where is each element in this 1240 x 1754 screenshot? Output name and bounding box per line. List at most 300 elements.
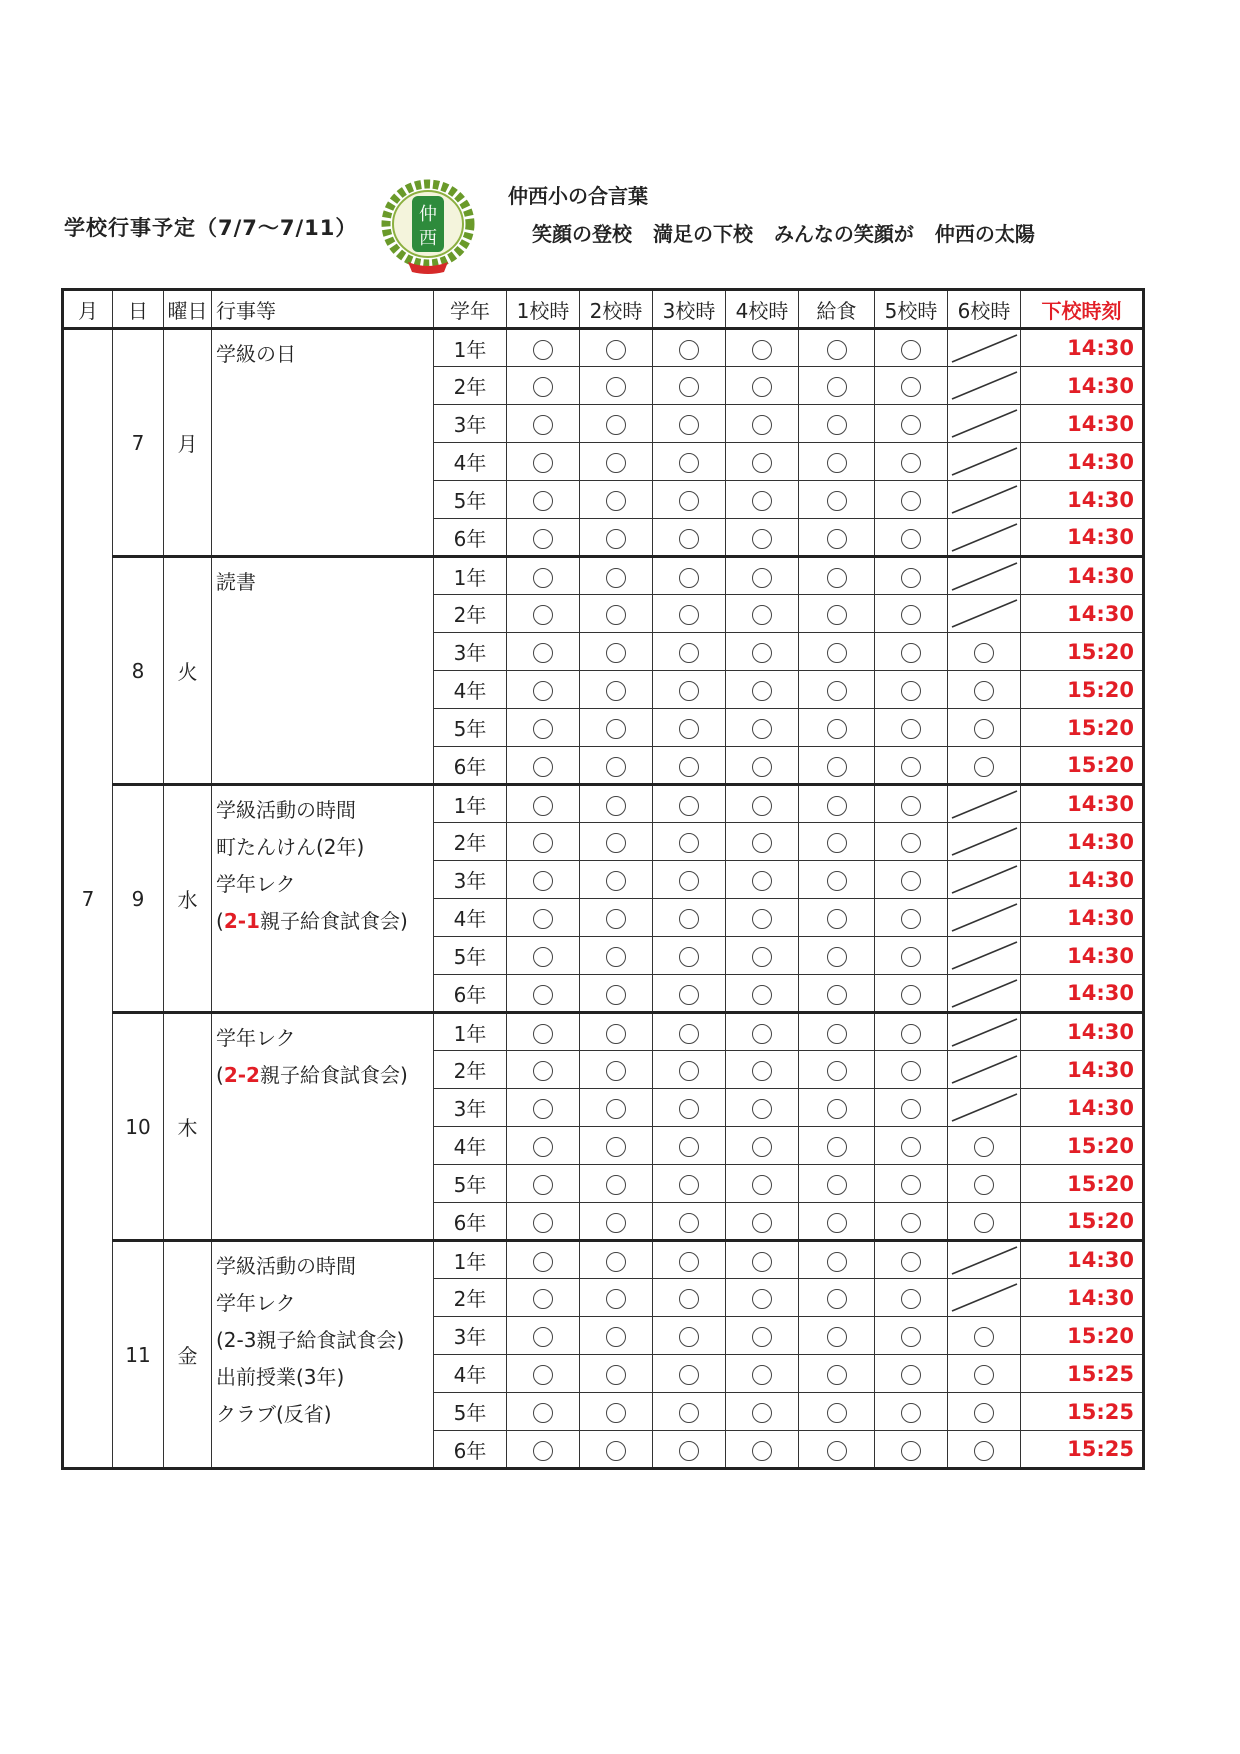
motto-phrase: 仲西の太陽 (934, 222, 1035, 246)
circle-icon (533, 757, 553, 777)
circle-icon (974, 757, 994, 777)
period-cell (726, 329, 799, 367)
circle-icon (901, 909, 921, 929)
grade-cell: 4年 (434, 1127, 507, 1165)
period-cell (875, 405, 948, 443)
period-cell (799, 1127, 875, 1165)
period-cell (875, 1279, 948, 1317)
period-cell (653, 937, 726, 975)
circle-icon (533, 1441, 553, 1461)
event-line (216, 1322, 429, 1359)
circle-icon (901, 719, 921, 739)
period-cell (580, 1431, 653, 1469)
circle-icon (974, 1441, 994, 1461)
circle-icon (533, 1024, 553, 1044)
period-cell (726, 937, 799, 975)
circle-icon (606, 415, 626, 435)
period-cell (580, 405, 653, 443)
grade-cell: 5年 (434, 1165, 507, 1203)
grade-cell: 1年 (434, 557, 507, 595)
event-line (216, 336, 429, 373)
circle-icon (533, 1365, 553, 1385)
schedule-table (61, 288, 1145, 1470)
day-cell: 11 (113, 1241, 164, 1469)
circle-icon (606, 643, 626, 663)
event-text: 学年レク (216, 872, 296, 896)
period-cell (653, 671, 726, 709)
period-cell (799, 1355, 875, 1393)
period-cell (653, 1317, 726, 1355)
circle-icon (606, 377, 626, 397)
period-cell (726, 595, 799, 633)
col-period-4: 4校時 (726, 290, 799, 329)
period-cell (507, 367, 580, 405)
slash-icon (948, 1090, 1021, 1125)
period-cell (507, 937, 580, 975)
circle-icon (533, 947, 553, 967)
circle-icon (752, 1441, 772, 1461)
period-6-cell (948, 443, 1021, 481)
period-cell (726, 861, 799, 899)
circle-icon (974, 1403, 994, 1423)
period-cell (580, 937, 653, 975)
period-cell (580, 443, 653, 481)
period-cell (653, 1393, 726, 1431)
grade-cell: 3年 (434, 633, 507, 671)
period-cell (653, 747, 726, 785)
period-6-cell (948, 1431, 1021, 1469)
circle-icon (679, 1024, 699, 1044)
circle-icon (752, 1327, 772, 1347)
period-cell (653, 329, 726, 367)
period-cell (507, 1013, 580, 1051)
circle-icon (974, 643, 994, 663)
period-cell (726, 1279, 799, 1317)
period-cell (507, 671, 580, 709)
period-cell (875, 861, 948, 899)
event-text: 2-1 (223, 909, 260, 933)
circle-icon (901, 1327, 921, 1347)
circle-icon (901, 1175, 921, 1195)
period-cell (726, 367, 799, 405)
period-cell (799, 823, 875, 861)
circle-icon (533, 833, 553, 853)
circle-icon (974, 1175, 994, 1195)
header-row (63, 290, 1144, 329)
circle-icon (679, 1365, 699, 1385)
weekday-cell: 月 (164, 329, 212, 557)
dismissal-time: 15:20 (1021, 671, 1144, 709)
period-cell (799, 899, 875, 937)
circle-icon (827, 833, 847, 853)
period-cell (799, 1089, 875, 1127)
period-cell (799, 1013, 875, 1051)
grade-cell: 6年 (434, 975, 507, 1013)
circle-icon (679, 1213, 699, 1233)
table-row (63, 329, 1144, 367)
period-cell (726, 1013, 799, 1051)
circle-icon (533, 909, 553, 929)
period-cell (799, 861, 875, 899)
period-cell (799, 367, 875, 405)
period-cell (653, 1279, 726, 1317)
event-line (216, 1020, 429, 1057)
circle-icon (533, 1137, 553, 1157)
slash-icon (948, 1015, 1021, 1050)
circle-icon (901, 568, 921, 588)
period-6-cell (948, 519, 1021, 557)
dismissal-time: 15:20 (1021, 1317, 1144, 1355)
circle-icon (974, 719, 994, 739)
col-weekday: 曜日 (164, 290, 212, 329)
grade-cell: 5年 (434, 1393, 507, 1431)
period-6-cell (948, 367, 1021, 405)
circle-icon (901, 377, 921, 397)
circle-icon (827, 757, 847, 777)
slash-icon (948, 331, 1021, 366)
circle-icon (901, 1099, 921, 1119)
circle-icon (679, 796, 699, 816)
circle-icon (752, 1024, 772, 1044)
slash-icon (948, 1052, 1021, 1087)
event-text: 学年レク (216, 1026, 296, 1050)
period-cell (726, 1203, 799, 1241)
circle-icon (752, 605, 772, 625)
period-6-cell (948, 861, 1021, 899)
dismissal-time: 14:30 (1021, 1013, 1144, 1051)
period-cell (653, 595, 726, 633)
slash-icon (948, 900, 1021, 935)
circle-icon (533, 415, 553, 435)
dismissal-time: 14:30 (1021, 519, 1144, 557)
grade-cell: 1年 (434, 785, 507, 823)
grade-cell: 3年 (434, 1089, 507, 1127)
circle-icon (752, 1175, 772, 1195)
col-period-3: 3校時 (653, 290, 726, 329)
dismissal-time: 14:30 (1021, 937, 1144, 975)
period-cell (875, 481, 948, 519)
circle-icon (606, 529, 626, 549)
period-6-cell (948, 1089, 1021, 1127)
event-cell (212, 1241, 434, 1469)
motto (532, 218, 1035, 247)
circle-icon (606, 605, 626, 625)
dismissal-time: 14:30 (1021, 481, 1144, 519)
period-cell (653, 519, 726, 557)
period-cell (799, 557, 875, 595)
day-cell: 9 (113, 785, 164, 1013)
circle-icon (827, 719, 847, 739)
event-cell (212, 557, 434, 785)
event-text: 2-2 (223, 1063, 260, 1087)
event-line (216, 792, 429, 829)
period-cell (507, 519, 580, 557)
circle-icon (679, 909, 699, 929)
grade-cell: 3年 (434, 1317, 507, 1355)
col-month: 月 (63, 290, 113, 329)
period-cell (580, 595, 653, 633)
circle-icon (827, 529, 847, 549)
period-cell (653, 481, 726, 519)
grade-cell: 2年 (434, 1279, 507, 1317)
period-cell (875, 823, 948, 861)
period-6-cell (948, 633, 1021, 671)
circle-icon (533, 605, 553, 625)
period-cell (726, 1127, 799, 1165)
event-cell (212, 329, 434, 557)
circle-icon (679, 833, 699, 853)
circle-icon (827, 568, 847, 588)
circle-icon (752, 757, 772, 777)
circle-icon (974, 1327, 994, 1347)
circle-icon (827, 1061, 847, 1081)
period-cell (875, 1127, 948, 1165)
dismissal-time: 14:30 (1021, 1241, 1144, 1279)
grade-cell: 4年 (434, 671, 507, 709)
period-cell (580, 1013, 653, 1051)
period-cell (580, 1393, 653, 1431)
event-line (216, 1396, 429, 1433)
dismissal-time: 15:20 (1021, 1165, 1144, 1203)
table-row (63, 1241, 1144, 1279)
col-grade: 学年 (434, 290, 507, 329)
circle-icon (533, 681, 553, 701)
circle-icon (606, 719, 626, 739)
dismissal-time: 15:25 (1021, 1431, 1144, 1469)
circle-icon (901, 340, 921, 360)
period-cell (507, 785, 580, 823)
circle-icon (533, 985, 553, 1005)
circle-icon (606, 985, 626, 1005)
slash-icon (948, 862, 1021, 897)
circle-icon (679, 643, 699, 663)
circle-icon (679, 1137, 699, 1157)
day-cell: 7 (113, 329, 164, 557)
period-cell (726, 975, 799, 1013)
circle-icon (827, 1213, 847, 1233)
period-cell (875, 1431, 948, 1469)
period-cell (726, 709, 799, 747)
period-6-cell (948, 405, 1021, 443)
period-cell (507, 747, 580, 785)
period-cell (875, 1393, 948, 1431)
circle-icon (752, 1213, 772, 1233)
period-cell (799, 1317, 875, 1355)
period-cell (653, 861, 726, 899)
period-cell (507, 861, 580, 899)
circle-icon (752, 1289, 772, 1309)
circle-icon (827, 1327, 847, 1347)
period-cell (875, 1203, 948, 1241)
period-6-cell (948, 1241, 1021, 1279)
dismissal-time: 14:30 (1021, 785, 1144, 823)
grade-cell: 2年 (434, 823, 507, 861)
period-cell (653, 443, 726, 481)
period-cell (799, 1393, 875, 1431)
grade-cell: 4年 (434, 899, 507, 937)
month-cell: 7 (63, 329, 113, 1469)
circle-icon (679, 529, 699, 549)
period-cell (507, 1393, 580, 1431)
period-cell (726, 785, 799, 823)
period-cell (875, 747, 948, 785)
schedule-body (63, 329, 1144, 1469)
period-cell (580, 329, 653, 367)
period-cell (580, 671, 653, 709)
circle-icon (606, 796, 626, 816)
period-cell (875, 557, 948, 595)
col-period-1: 1校時 (507, 290, 580, 329)
period-cell (875, 1241, 948, 1279)
period-6-cell (948, 329, 1021, 367)
circle-icon (679, 985, 699, 1005)
circle-icon (679, 605, 699, 625)
period-6-cell (948, 671, 1021, 709)
grade-cell: 2年 (434, 595, 507, 633)
period-cell (799, 709, 875, 747)
period-cell (875, 709, 948, 747)
period-cell (799, 595, 875, 633)
circle-icon (533, 719, 553, 739)
circle-icon (752, 796, 772, 816)
period-cell (799, 1241, 875, 1279)
period-cell (799, 481, 875, 519)
period-cell (507, 975, 580, 1013)
circle-icon (901, 833, 921, 853)
circle-icon (606, 1289, 626, 1309)
event-text: 出前授業(3年) (216, 1365, 345, 1389)
period-cell (799, 1279, 875, 1317)
event-line (216, 1248, 429, 1285)
period-cell (580, 747, 653, 785)
event-line (216, 829, 429, 866)
dismissal-time: 15:20 (1021, 709, 1144, 747)
circle-icon (752, 909, 772, 929)
grade-cell: 1年 (434, 1013, 507, 1051)
period-cell (507, 633, 580, 671)
circle-icon (752, 643, 772, 663)
circle-icon (974, 1213, 994, 1233)
period-cell (875, 1051, 948, 1089)
grade-cell: 5年 (434, 709, 507, 747)
circle-icon (606, 757, 626, 777)
circle-icon (827, 909, 847, 929)
circle-icon (827, 1403, 847, 1423)
circle-icon (827, 985, 847, 1005)
period-cell (653, 899, 726, 937)
grade-cell: 2年 (434, 367, 507, 405)
period-cell (653, 1355, 726, 1393)
period-cell (580, 899, 653, 937)
period-cell (726, 747, 799, 785)
circle-icon (533, 1252, 553, 1272)
period-cell (799, 519, 875, 557)
period-cell (726, 1089, 799, 1127)
circle-icon (752, 1403, 772, 1423)
circle-icon (679, 568, 699, 588)
period-cell (507, 1089, 580, 1127)
circle-icon (533, 1099, 553, 1119)
circle-icon (533, 1289, 553, 1309)
dismissal-time: 14:30 (1021, 1051, 1144, 1089)
period-cell (507, 1317, 580, 1355)
period-cell (507, 405, 580, 443)
period-cell (875, 1165, 948, 1203)
period-6-cell (948, 1279, 1021, 1317)
slash-icon (948, 368, 1021, 403)
circle-icon (752, 1099, 772, 1119)
event-line (216, 903, 429, 940)
dismissal-time: 15:20 (1021, 747, 1144, 785)
circle-icon (679, 1061, 699, 1081)
dismissal-time: 14:30 (1021, 1279, 1144, 1317)
circle-icon (606, 1061, 626, 1081)
circle-icon (606, 568, 626, 588)
dismissal-time: 14:30 (1021, 899, 1144, 937)
circle-icon (533, 871, 553, 891)
grade-cell: 6年 (434, 1431, 507, 1469)
period-cell (875, 443, 948, 481)
period-cell (726, 1431, 799, 1469)
circle-icon (752, 415, 772, 435)
period-cell (653, 1241, 726, 1279)
event-text: 学級活動の時間 (216, 1254, 356, 1278)
period-cell (875, 937, 948, 975)
circle-icon (606, 1327, 626, 1347)
circle-icon (901, 605, 921, 625)
page-title: 学校行事予定（7/7〜7/11） (64, 216, 358, 240)
event-cell (212, 785, 434, 1013)
period-6-cell (948, 557, 1021, 595)
period-cell (580, 1089, 653, 1127)
slash-icon (948, 938, 1021, 973)
grade-cell: 6年 (434, 519, 507, 557)
circle-icon (827, 947, 847, 967)
circle-icon (679, 491, 699, 511)
slash-icon (948, 976, 1021, 1011)
grade-cell: 5年 (434, 481, 507, 519)
slash-icon (948, 406, 1021, 441)
circle-icon (974, 1365, 994, 1385)
period-cell (726, 1393, 799, 1431)
period-cell (507, 1355, 580, 1393)
period-cell (580, 1051, 653, 1089)
period-cell (507, 1241, 580, 1279)
period-cell (580, 823, 653, 861)
circle-icon (606, 681, 626, 701)
period-cell (653, 1127, 726, 1165)
grade-cell: 4年 (434, 1355, 507, 1393)
circle-icon (827, 491, 847, 511)
circle-icon (533, 529, 553, 549)
circle-icon (901, 796, 921, 816)
circle-icon (901, 1061, 921, 1081)
slash-icon (948, 444, 1021, 479)
circle-icon (606, 947, 626, 967)
period-cell (653, 823, 726, 861)
period-cell (726, 671, 799, 709)
event-line (216, 1285, 429, 1322)
circle-icon (827, 1289, 847, 1309)
circle-icon (679, 340, 699, 360)
period-cell (580, 709, 653, 747)
circle-icon (901, 1024, 921, 1044)
circle-icon (606, 491, 626, 511)
dismissal-time: 15:25 (1021, 1393, 1144, 1431)
event-text: (2-3親子給食試食会) (216, 1328, 405, 1352)
circle-icon (901, 947, 921, 967)
circle-icon (533, 377, 553, 397)
